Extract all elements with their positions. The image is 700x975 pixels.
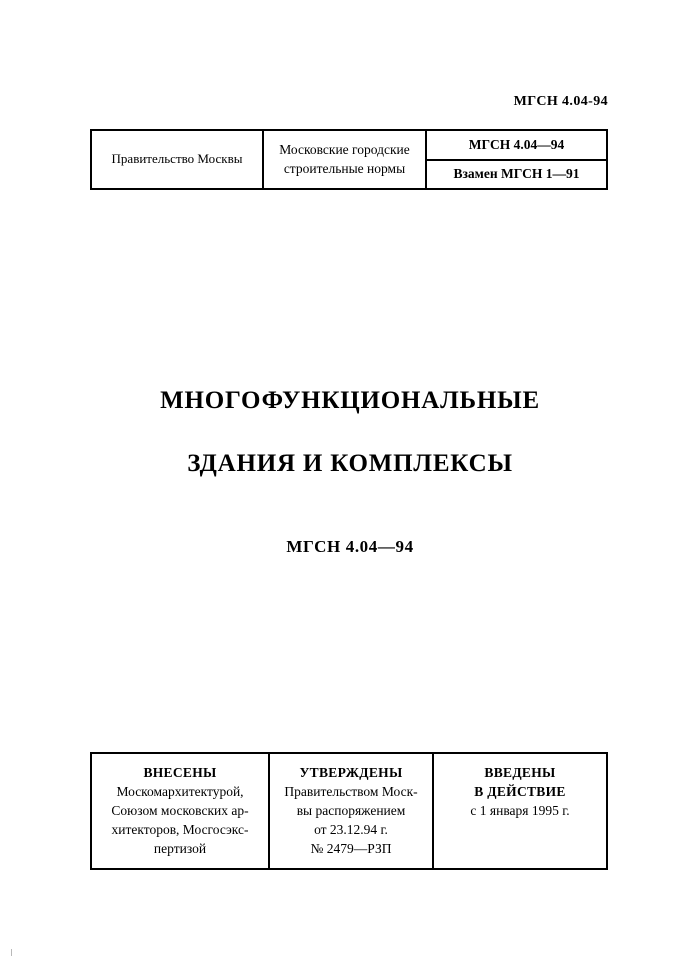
approved-line-4: № 2479—РЗП <box>310 841 392 856</box>
table-cell-issuer <box>92 131 264 188</box>
table-cell-effective <box>434 754 606 868</box>
code-replaces: Взамен МГСН 1—91 <box>453 165 580 181</box>
approved-line-2: вы распоряжением <box>296 803 406 818</box>
approval-table <box>90 752 608 870</box>
submitted-heading: ВНЕСЕНЫ <box>143 765 217 780</box>
table-cell-code <box>427 131 606 188</box>
table-cell-norms <box>264 131 427 188</box>
effective-heading-2: В ДЕЙСТВИЕ <box>474 784 566 799</box>
page-title-line-2: ЗДАНИЯ И КОМПЛЕКСЫ <box>187 450 513 477</box>
table-cell-submitted <box>92 754 270 868</box>
effective-line-1: с 1 января 1995 г. <box>470 803 570 818</box>
submitted-line-2: Союзом московских ар- <box>111 803 249 818</box>
identification-table <box>90 129 608 190</box>
approved-line-1: Правительством Моск- <box>284 784 418 799</box>
code-current: МГСН 4.04—94 <box>427 132 606 161</box>
norms-line-1: Московские городские <box>279 142 410 157</box>
submitted-line-4: пертизой <box>153 841 207 856</box>
submitted-line-3: хитекторов, Мосгосэкс- <box>111 822 249 837</box>
running-header: МГСН 4.04-94 <box>513 94 608 109</box>
submitted-line-1: Москомархитектурой, <box>116 784 244 799</box>
approved-heading: УТВЕРЖДЕНЫ <box>299 765 403 780</box>
norms-line-2: строительные нормы <box>283 161 406 176</box>
issuer-text: Правительство Москвы <box>111 151 243 166</box>
effective-heading-1: ВВЕДЕНЫ <box>484 765 556 780</box>
title-block <box>0 386 700 557</box>
page-title-code: МГСН 4.04—94 <box>286 537 414 556</box>
table-cell-approved <box>270 754 434 868</box>
scan-artifact-speck <box>11 949 12 956</box>
approved-line-3: от 23.12.94 г. <box>314 822 388 837</box>
page-title-line-1: МНОГОФУНКЦИОНАЛЬНЫЕ <box>160 387 540 414</box>
